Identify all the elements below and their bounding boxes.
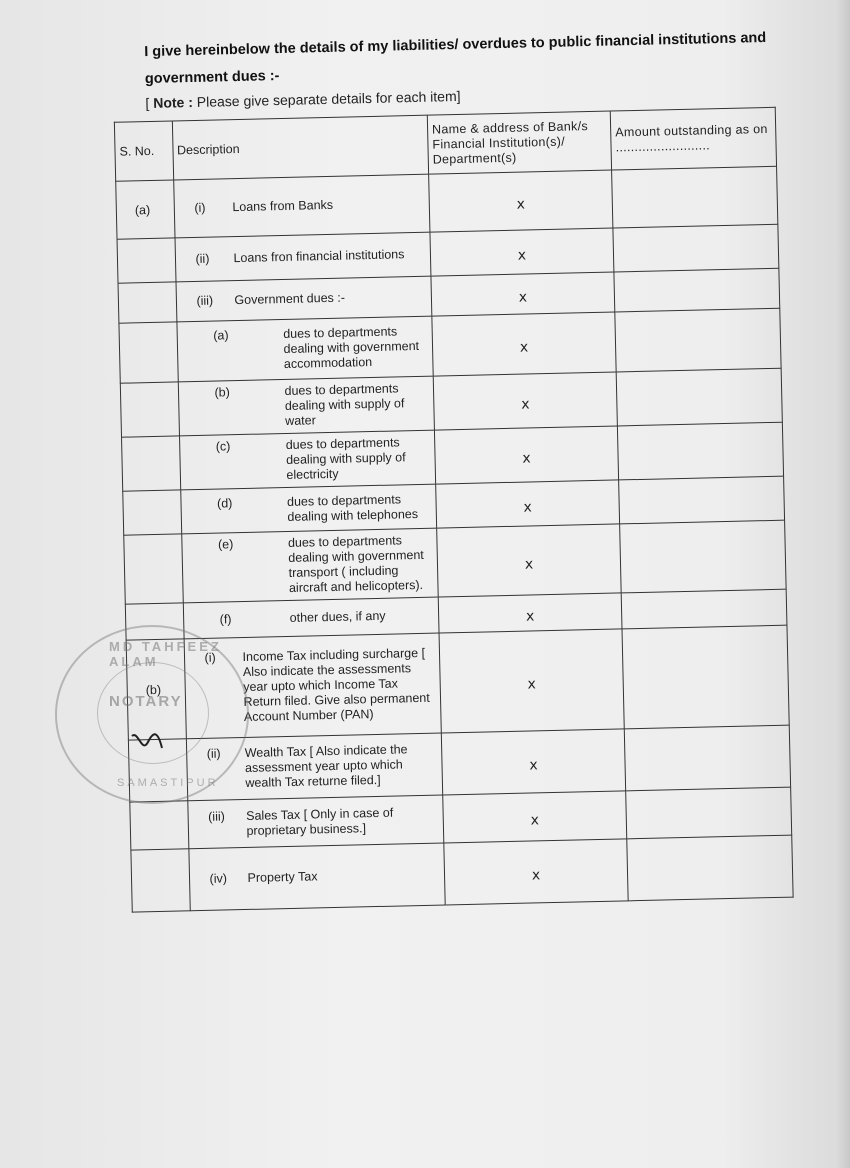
row-item-number: (ii) — [206, 746, 221, 761]
row-amount-cell — [617, 422, 783, 480]
row-description — [179, 430, 436, 490]
row-description — [175, 232, 431, 282]
row-sno — [131, 849, 190, 912]
row-bank-cell — [433, 372, 617, 430]
row-description-wrap — [180, 196, 423, 216]
row-amount-cell — [626, 787, 792, 839]
row-amount-cell — [620, 520, 786, 593]
note-text: Please give separate details for each item] — [196, 87, 461, 110]
row-description-wrap — [190, 608, 433, 628]
row-item-number: (d) — [216, 495, 233, 511]
row-item-number: (e) — [217, 537, 234, 552]
cross-mark: x — [517, 247, 527, 264]
row-item-text: other dues, if any — [289, 608, 386, 625]
row-item-number: (f) — [219, 612, 232, 627]
table-body — [116, 166, 793, 912]
row-item-text: dues to departments dealing with telephones — [286, 491, 419, 524]
note-open: [ — [145, 94, 154, 112]
row-sno — [119, 322, 178, 383]
row-description — [180, 484, 436, 534]
row-bank-cell — [429, 170, 613, 232]
row-item-number: (ii) — [195, 251, 210, 266]
row-sno — [130, 801, 189, 850]
row-item-number: (b) — [214, 385, 230, 400]
cross-mark: x — [518, 289, 528, 306]
cross-mark: x — [531, 867, 541, 884]
row-amount-cell — [615, 308, 781, 372]
row-item-text: Property Tax — [247, 869, 318, 885]
row-item-number: (a) — [213, 328, 229, 343]
row-bank-cell — [432, 312, 616, 376]
row-amount-cell — [614, 268, 780, 312]
row-amount-cell — [613, 224, 779, 272]
row-amount-cell — [627, 835, 793, 901]
row-sno — [117, 238, 176, 283]
liabilities-table — [114, 107, 794, 913]
stamp-top-text: MD TAHFEEZ ALAM — [109, 639, 222, 669]
stamp-bottom-text: SAMASTIPUR — [117, 777, 219, 789]
row-sno — [124, 534, 183, 604]
header-description: Description — [172, 115, 429, 180]
row-item-text: dues to departments dealing with supply of electricity — [285, 435, 406, 482]
row-item-number: (i) — [194, 200, 206, 215]
row-description — [176, 276, 432, 322]
row-description — [183, 597, 439, 639]
row-bank-cell — [444, 839, 628, 905]
row-item-text: dues to departments dealing with supply of water — [284, 381, 405, 428]
row-item-number: (iv) — [209, 871, 228, 886]
row-item-text: dues to departments dealing with government transport ( including aircraft and helicopters). — [287, 533, 424, 595]
row-amount-cell — [616, 368, 782, 426]
cross-mark: x — [529, 757, 538, 774]
row-sno — [123, 490, 182, 535]
row-item-number: (iii) — [196, 293, 214, 308]
row-item-number: (iii) — [208, 808, 225, 824]
notary-stamp — [55, 625, 249, 804]
row-sno — [122, 436, 181, 491]
row-description-wrap — [184, 381, 427, 431]
row-description — [188, 843, 445, 911]
row-bank-cell — [436, 480, 620, 528]
cross-mark: x — [525, 608, 535, 625]
row-item-text: Sales Tax [ Only in case of proprietary business.] — [246, 805, 394, 838]
row-amount-cell — [619, 476, 785, 524]
header-amount: Amount outstanding as on ......................... — [610, 107, 776, 170]
row-description-wrap — [186, 435, 429, 485]
row-description-wrap — [187, 491, 430, 526]
row-description-wrap — [194, 804, 437, 839]
row-item-text: Loans from Banks — [232, 197, 334, 215]
row-amount-cell — [621, 589, 787, 629]
row-description-wrap — [183, 324, 426, 374]
signature-mark — [128, 728, 168, 758]
page-heading: I give hereinbelow the details of my liabilities/ overdues to public financial institutions and government dues :- — [144, 29, 767, 88]
row-item-number: (i) — [204, 650, 216, 665]
row-bank-cell — [431, 272, 615, 316]
row-amount-cell — [624, 725, 790, 791]
stamp-middle-text: NOTARY — [109, 693, 183, 710]
row-description-wrap — [182, 289, 425, 309]
cross-mark: x — [516, 196, 526, 213]
row-sno — [118, 282, 176, 323]
row-description — [187, 795, 443, 849]
cross-mark: x — [521, 396, 530, 413]
cross-mark: x — [527, 676, 537, 693]
note-label: Note : — [153, 94, 194, 111]
row-sno: (b) — [126, 639, 186, 740]
row-amount-cell — [612, 166, 778, 228]
page-edge-shadow — [836, 0, 850, 1168]
row-description — [181, 528, 438, 603]
row-description — [173, 174, 430, 238]
cross-mark: x — [523, 499, 533, 516]
row-bank-cell — [438, 593, 622, 633]
row-item-text: Income Tax including surcharge [ Also indicate the assessments year upto which Income Tax Return filed. Give also permanent Account Number (PAN) — [242, 645, 430, 724]
row-description-wrap — [188, 533, 432, 598]
row-bank-cell — [437, 524, 622, 597]
row-sno — [120, 382, 179, 437]
row-bank-cell — [443, 791, 627, 843]
row-item-text: Wealth Tax [ Also indicate the assessment year upto which wealth Tax returne filed.] — [244, 742, 408, 790]
row-amount-cell — [622, 625, 789, 729]
cross-mark: x — [530, 812, 540, 829]
row-description-wrap — [181, 247, 424, 267]
cross-mark: x — [519, 339, 529, 356]
header-sno: S. No. — [114, 121, 173, 181]
header-bank: Name & address of Bank/s Financial Institution(s)/ Department(s) — [427, 111, 611, 174]
row-item-text: Loans fron financial institutions — [233, 247, 405, 266]
row-sno: (a) — [116, 180, 175, 239]
cross-mark: x — [522, 450, 531, 467]
row-bank-cell — [430, 228, 614, 276]
row-bank-cell — [439, 629, 624, 733]
cross-mark: x — [524, 555, 534, 573]
row-description — [178, 376, 435, 436]
row-bank-cell — [441, 729, 625, 795]
row-bank-cell — [434, 426, 618, 484]
row-item-text: Government dues :- — [234, 290, 346, 308]
row-description-wrap — [195, 867, 438, 887]
row-item-text: dues to departments dealing with government accommodation — [283, 324, 420, 371]
row-item-number: (c) — [215, 439, 231, 454]
row-description — [176, 316, 433, 382]
